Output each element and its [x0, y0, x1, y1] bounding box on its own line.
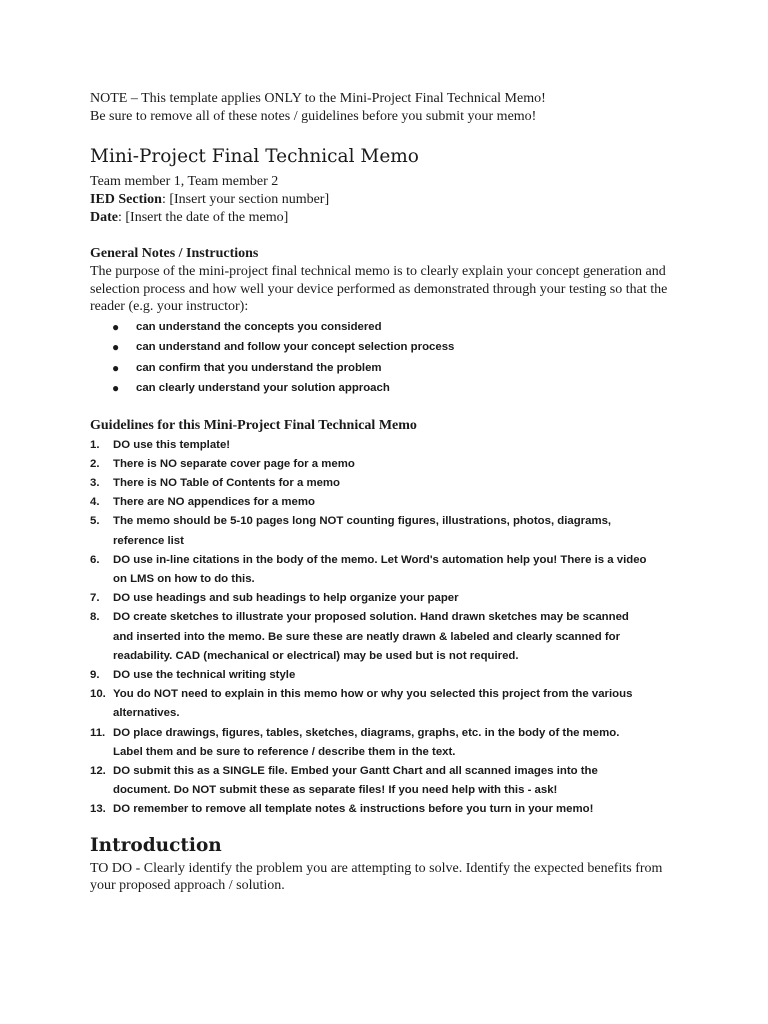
- guideline-number: 11.: [90, 726, 106, 739]
- memo-title: Mini-Project Final Technical Memo: [90, 146, 419, 167]
- guideline-text: DO create sketches to illustrate your proposed solution. Hand drawn sketches may be scanned and inserted into the memo. Be sure these are neatly drawn & labeled and clearly scanned for readability. CAD (mechanical or electrical) may be used but is not required.: [113, 611, 629, 662]
- general-notes-heading: General Notes / Instructions: [90, 246, 259, 261]
- guidelines-heading: Guidelines for this Mini-Project Final Technical Memo: [90, 417, 417, 433]
- guideline-text: DO submit this as a SINGLE file. Embed your Gantt Chart and all scanned images into the document. Do NOT submit these as separate files! If you need help with this - ask!: [113, 764, 598, 797]
- guideline-number: 7.: [90, 592, 100, 605]
- guideline-item: [90, 800, 650, 819]
- guideline-text: DO use this template!: [113, 438, 231, 451]
- guideline-text: There is NO separate cover page for a memo: [113, 457, 355, 470]
- guideline-item: [90, 608, 650, 666]
- guideline-item: [90, 589, 650, 608]
- guideline-text: DO place drawings, figures, tables, sketches, diagrams, graphs, etc. in the body of the memo. Label them and be sure to reference / describe them in the text.: [113, 726, 620, 758]
- guideline-number: 12.: [90, 764, 106, 777]
- guideline-text: The memo should be 5-10 pages long NOT counting figures, illustrations, photos, diagrams, reference list: [113, 515, 612, 547]
- guideline-item: [90, 685, 650, 723]
- guideline-number: 6.: [90, 553, 100, 566]
- document-page: [90, 90, 690, 895]
- bullet-text: can confirm that you understand the problem: [136, 361, 382, 374]
- template-note-line-1: NOTE – This template applies ONLY to the Mini-Project Final Technical Memo!: [90, 91, 546, 106]
- guideline-text: DO use headings and sub headings to help organize your paper: [113, 592, 459, 605]
- guideline-number: 8.: [90, 611, 100, 624]
- bullet-item: [90, 337, 690, 358]
- guideline-item: [90, 551, 650, 589]
- guideline-text: DO use the technical writing style: [113, 668, 296, 681]
- guideline-item: [90, 724, 650, 762]
- team-members: Team member 1, Team member 2: [90, 174, 279, 189]
- date-label: Date: [90, 210, 118, 225]
- guideline-number: 5.: [90, 515, 100, 528]
- guideline-item: [90, 474, 650, 493]
- general-notes-bullet-list: [90, 317, 690, 399]
- guideline-number: 4.: [90, 496, 100, 509]
- guideline-item: [90, 666, 650, 685]
- guideline-item: [90, 455, 650, 474]
- date-value: : [Insert the date of the memo]: [118, 210, 289, 225]
- introduction-heading: Introduction: [90, 834, 222, 856]
- guideline-text: DO use in-line citations in the body of the memo. Let Word's automation help you! There is a video on LMS on how to do this.: [113, 553, 647, 585]
- bullet-icon: ●: [112, 340, 120, 354]
- introduction-paragraph: TO DO - Clearly identify the problem you are attempting to solve. Identify the expected benefits from your proposed approach / solution.: [90, 860, 663, 894]
- guidelines-list: [90, 436, 650, 820]
- ied-section-line: [90, 191, 690, 209]
- guideline-text: There are NO appendices for a memo: [113, 496, 315, 509]
- general-notes-paragraph: The purpose of the mini-project final technical memo is to clearly explain your concept generation and selection process and how well your device performed as demonstrated through your testing so that the reader (e.g. your instructor):: [90, 264, 668, 314]
- guideline-number: 13.: [90, 803, 106, 816]
- guideline-text: There is NO Table of Contents for a memo: [113, 476, 341, 489]
- guideline-item: [90, 512, 650, 550]
- bullet-text: can understand the concepts you considered: [136, 320, 382, 333]
- ied-section-value: : [Insert your section number]: [161, 192, 330, 207]
- guideline-number: 2.: [90, 457, 100, 470]
- guideline-item: [90, 436, 650, 455]
- bullet-text: can understand and follow your concept selection process: [136, 341, 455, 353]
- guideline-text: DO remember to remove all template notes & instructions before you turn in your memo!: [113, 803, 594, 816]
- bullet-icon: ●: [112, 360, 120, 375]
- bullet-item: [90, 317, 690, 338]
- guideline-item: [90, 762, 650, 800]
- guideline-number: 1.: [90, 438, 100, 451]
- guideline-number: 10.: [90, 688, 106, 701]
- bullet-icon: ●: [112, 381, 120, 395]
- bullet-item: [90, 358, 690, 379]
- bullet-item: [90, 378, 690, 399]
- bullet-text: can clearly understand your solution approach: [136, 382, 390, 394]
- bullet-icon: ●: [112, 319, 120, 334]
- ied-section-label: IED Section: [90, 192, 162, 207]
- guideline-number: 9.: [90, 668, 100, 681]
- template-note-line-2: Be sure to remove all of these notes / guidelines before you submit your memo!: [90, 109, 537, 124]
- guideline-number: 3.: [90, 476, 100, 489]
- guideline-item: [90, 493, 650, 512]
- date-line: [90, 209, 690, 227]
- guideline-text: You do NOT need to explain in this memo how or why you selected this project from the various alternatives.: [113, 688, 633, 720]
